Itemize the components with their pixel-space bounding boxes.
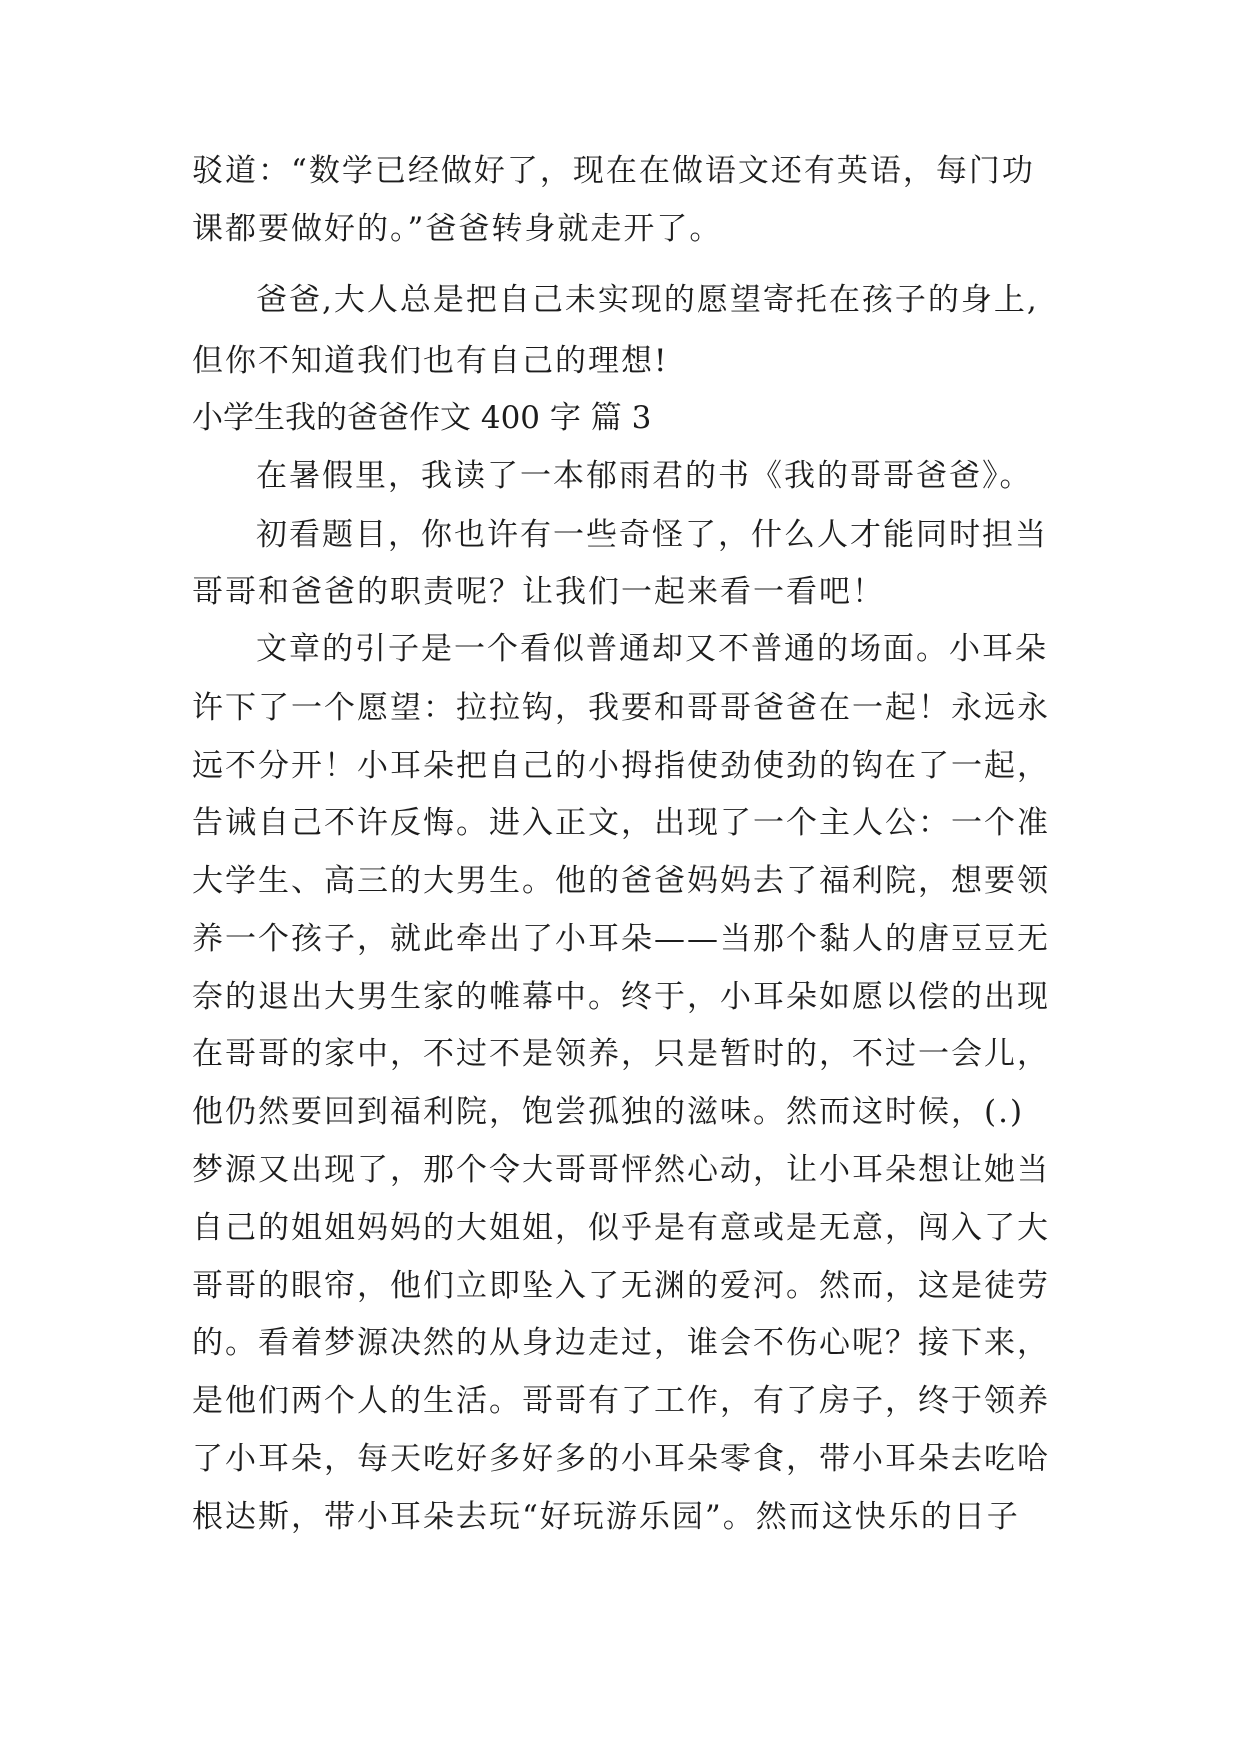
text-line: 哥哥的眼帘，他们立即坠入了无渊的爱河。然而，这是徒劳 bbox=[192, 1268, 1050, 1304]
text-line: 奈的退出大男生家的帷幕中。终于，小耳朵如愿以偿的出现 bbox=[192, 979, 1050, 1015]
text-line: 文章的引子是一个看似普通却又不普通的场面。小耳朵 bbox=[256, 631, 1048, 667]
text-line: 课都要做好的。”爸爸转身就走开了。 bbox=[192, 211, 723, 247]
text-line: 自己的姐姐妈妈的大姐姐，似乎是有意或是无意，闯入了大 bbox=[192, 1210, 1050, 1246]
text-line: 的。看着梦源决然的从身边走过，谁会不伤心呢？接下来， bbox=[192, 1325, 1050, 1361]
text-line: 他仍然要回到福利院，饱尝孤独的滋味。然而这时候，(.) bbox=[192, 1094, 1025, 1130]
text-line: 梦源又出现了，那个令大哥哥怦然心动，让小耳朵想让她当 bbox=[192, 1152, 1050, 1188]
text-line: 告诫自己不许反悔。进入正文，出现了一个主人公：一个准 bbox=[192, 805, 1050, 841]
text-line: 初看题目，你也许有一些奇怪了，什么人才能同时担当 bbox=[256, 517, 1048, 553]
text-line: 许下了一个愿望：拉拉钩，我要和哥哥爸爸在一起！永远永 bbox=[192, 690, 1050, 726]
text-line: 根达斯，带小耳朵去玩“好玩游乐园”。然而这快乐的日子 bbox=[192, 1499, 1020, 1535]
text-line: 是他们两个人的生活。哥哥有了工作，有了房子，终于领养 bbox=[192, 1383, 1050, 1419]
text-line: 爸爸,大人总是把自己未实现的愿望寄托在孩子的身上, bbox=[256, 282, 1039, 318]
text-line: 在暑假里，我读了一本郁雨君的书《我的哥哥爸爸》。 bbox=[256, 458, 1033, 494]
text-line: 但你不知道我们也有自己的理想! bbox=[192, 343, 669, 379]
text-line: 养一个孩子，就此牵出了小耳朵——当那个黏人的唐豆豆无 bbox=[192, 921, 1050, 957]
section-heading: 小学生我的爸爸作文 400 字 篇 3 bbox=[192, 400, 652, 436]
text-line: 了小耳朵，每天吃好多好多的小耳朵零食，带小耳朵去吃哈 bbox=[192, 1441, 1050, 1477]
text-line: 大学生、高三的大男生。他的爸爸妈妈去了福利院，想要领 bbox=[192, 863, 1050, 899]
text-line: 在哥哥的家中，不过不是领养，只是暂时的，不过一会儿， bbox=[192, 1036, 1050, 1072]
text-line: 驳道：“数学已经做好了，现在在做语文还有英语，每门功 bbox=[192, 153, 1035, 189]
text-line: 远不分开！小耳朵把自己的小拇指使劲使劲的钩在了一起， bbox=[192, 748, 1050, 784]
text-line: 哥哥和爸爸的职责呢？让我们一起来看一看吧！ bbox=[192, 574, 885, 610]
